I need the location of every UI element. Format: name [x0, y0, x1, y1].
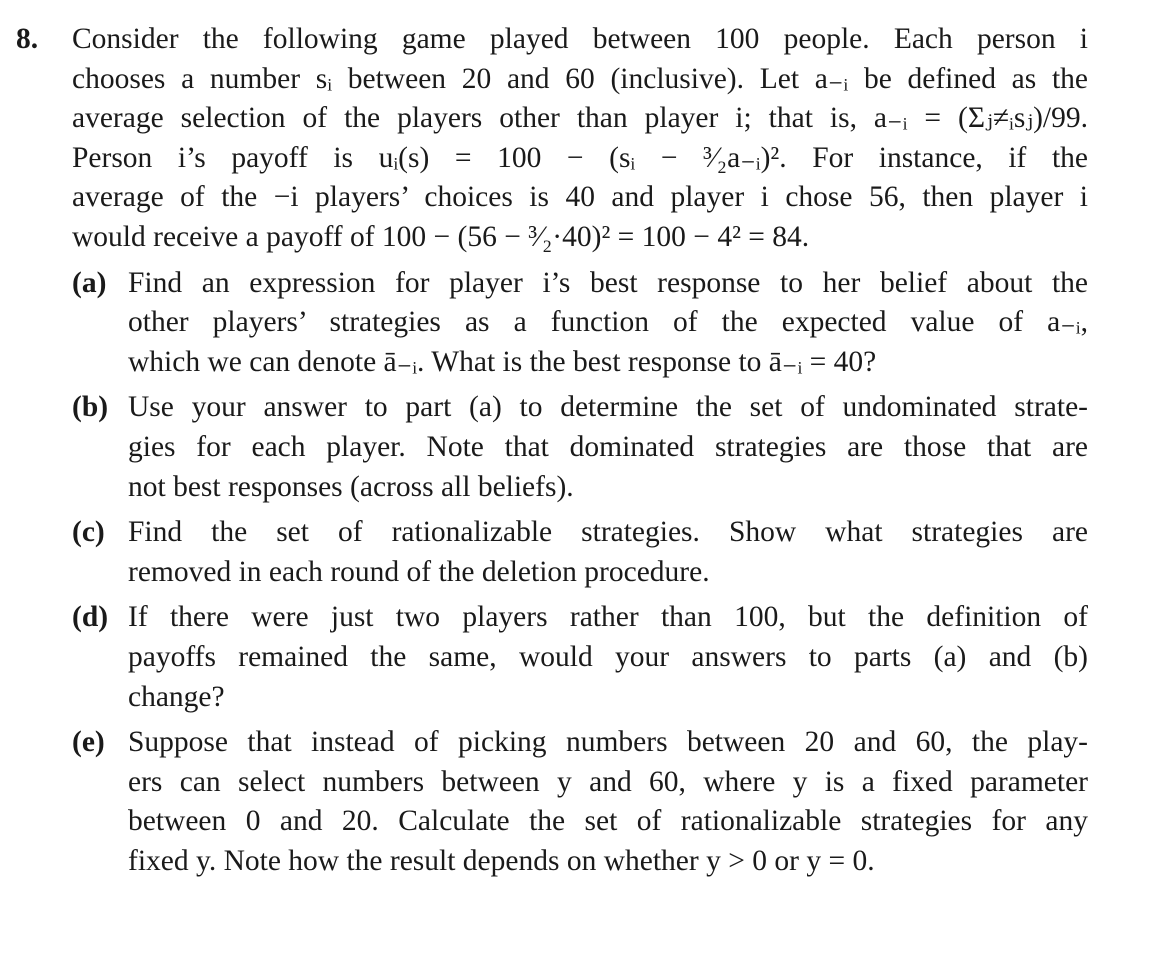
- part-line: fixed y. Note how the result depends on whether y > 0 or y = 0.: [128, 844, 875, 877]
- part-line: If there were just two players rather than 100, but the definition of: [128, 601, 1088, 634]
- part-label: (c): [72, 516, 105, 549]
- part-line: other players’ strategies as a function of the expected value of a₋ᵢ,: [128, 306, 1088, 339]
- part-line: which we can denote ā₋ᵢ. What is the best response to ā₋ᵢ = 40?: [128, 345, 877, 378]
- stem-line: average of the −i players’ choices is 40 and player i chose 56, then player i: [72, 181, 1088, 214]
- part-line: not best responses (across all beliefs).: [128, 470, 574, 503]
- part-b: [16, 388, 1088, 507]
- part-line: Find the set of rationalizable strategies. Show what strategies are: [128, 516, 1088, 549]
- part-label: (b): [72, 391, 109, 424]
- stem-line: chooses a number sᵢ between 20 and 60 (inclusive). Let a₋ᵢ be defined as the: [72, 62, 1088, 95]
- part-line: change?: [128, 680, 225, 713]
- part-line: removed in each round of the deletion procedure.: [128, 555, 710, 588]
- part-a: [16, 264, 1088, 383]
- part-line: gies for each player. Note that dominated strategies are those that are: [128, 430, 1088, 463]
- part-line: ers can select numbers between y and 60, where y is a fixed parameter: [128, 765, 1088, 798]
- problem-number: 8.: [16, 23, 39, 55]
- part-label: (e): [72, 726, 105, 759]
- problem-8: [16, 20, 1088, 881]
- part-line: Use your answer to part (a) to determine the set of undominated strate-: [128, 391, 1088, 424]
- problem-stem: [16, 20, 1088, 258]
- part-d: [16, 598, 1088, 717]
- stem-line: average selection of the players other than player i; that is, a₋ᵢ = (Σⱼ≠ᵢsⱼ)/99.: [72, 102, 1088, 135]
- part-label: (a): [72, 266, 107, 299]
- part-label: (d): [72, 601, 109, 634]
- stem-line: Person i’s payoff is uᵢ(s) = 100 − (sᵢ − ³⁄₂a₋ᵢ)². For instance, if the: [72, 141, 1088, 174]
- part-e: [16, 723, 1088, 881]
- stem-line: Consider the following game played between 100 people. Each person i: [72, 23, 1088, 55]
- part-line: Find an expression for player i’s best response to her belief about the: [128, 266, 1088, 299]
- stem-line: would receive a payoff of 100 − (56 − ³⁄₂·40)² = 100 − 4² = 84.: [72, 220, 810, 253]
- part-line: between 0 and 20. Calculate the set of rationalizable strategies for any: [128, 805, 1088, 838]
- part-line: Suppose that instead of picking numbers between 20 and 60, the play-: [128, 726, 1088, 759]
- part-c: [16, 513, 1088, 592]
- part-line: payoffs remained the same, would your answers to parts (a) and (b): [128, 640, 1088, 673]
